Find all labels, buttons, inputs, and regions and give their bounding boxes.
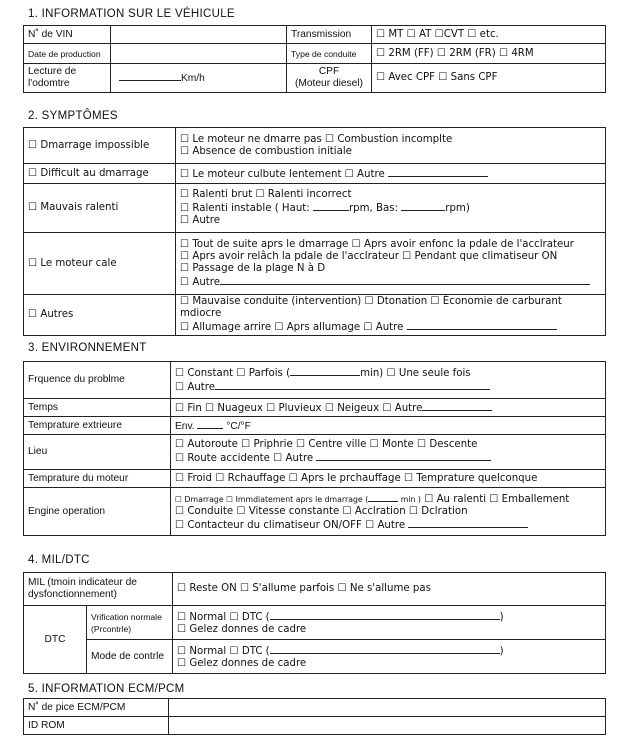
poor-idle-options[interactable]: ☐ Ralenti brut ☐ Ralenti incorrect ☐ Ralenti instable ( Haut: rpm, Bas: rpm) ☐ Autre [176, 184, 606, 233]
odometer-field[interactable] [111, 64, 287, 93]
ecm-part-number-field[interactable] [169, 699, 606, 717]
check-mode-label: Mode de contrle [87, 640, 173, 674]
normal-check-dtc-options[interactable]: ☐ Normal ☐ DTC ( ) ☐ Gelez donnes de cadre [173, 606, 606, 640]
section-2-title: 2. SYMPTÔMES [28, 110, 118, 122]
other-symptoms-label[interactable]: ☐ Autres [24, 295, 176, 336]
drive-type-label: Type de conduite [287, 44, 372, 64]
production-date-field[interactable] [111, 44, 287, 64]
engine-temp-label: Temprature du moteur [24, 470, 171, 488]
section-1-title: 1. INFORMATION SUR LE VÉHICULE [28, 8, 235, 20]
frequency-options[interactable]: ☐ Constant ☐ Parfois ( min) ☐ Une seule fois ☐ Autre [171, 362, 606, 399]
environment-table [23, 361, 606, 536]
section-5-title: 5. INFORMATION ECM/PCM [28, 683, 185, 695]
section-4-title: 4. MIL/DTC [28, 554, 90, 566]
ecm-part-number-label: N˚ de pice ECM/PCM [24, 699, 169, 717]
weather-options[interactable]: ☐ Fin ☐ Nuageux ☐ Pluvieux ☐ Neigeux ☐ Autre [171, 399, 606, 417]
rom-id-field[interactable] [169, 717, 606, 735]
vin-label: N˚ de VIN [24, 26, 111, 44]
outside-temp-label: Temprature extrieure [24, 417, 171, 435]
frequency-label: Frquence du problme [24, 362, 171, 399]
other-symptoms-options[interactable]: ☐ Mauvaise conduite (intervention) ☐ Dtonation ☐ Économie de carburant mdiocre ☐ Allumage arrire ☐ Aprs allumage ☐ Autre [176, 295, 606, 336]
location-options[interactable]: ☐ Autoroute ☐ Priphrie ☐ Centre ville ☐ Monte ☐ Descente ☐ Route accidente ☐ Autre [171, 435, 606, 470]
rom-id-label: ID ROM [24, 717, 169, 735]
hard-start-label[interactable]: ☐ Difficult au dmarrage [24, 164, 176, 184]
odometer-label: Lecture de l'odomtre [24, 64, 111, 93]
poor-idle-label[interactable]: ☐ Mauvais ralenti [24, 184, 176, 233]
mil-options[interactable]: ☐ Reste ON ☐ S'allume parfois ☐ Ne s'allume pas [173, 573, 606, 606]
hard-start-options[interactable]: ☐ Le moteur culbute lentement ☐ Autre [176, 164, 606, 184]
mil-dtc-table [23, 572, 606, 674]
no-start-label[interactable]: ☐ Dmarrage impossible [24, 128, 176, 164]
vehicle-info-table [23, 25, 606, 93]
section-3-title: 3. ENVIRONNEMENT [28, 342, 147, 354]
symptoms-table [23, 127, 606, 336]
outside-temp-field[interactable]: Env. °C/°F [171, 417, 606, 435]
engine-stall-options[interactable]: ☐ Tout de suite aprs le dmarrage ☐ Aprs avoir enfonc la pdale de l'acclrateur ☐ Aprs avoir relâch la pdale de l'acclrateur ☐ Pendant que climatiseur ON ☐ Passage de la plage N à D ☐ Autre [176, 233, 606, 295]
dtc-label: DTC [24, 606, 87, 674]
normal-check-label: Vrification normale (Prcontrle) [87, 606, 173, 640]
dpf-label: CPF (Moteur diesel) [287, 64, 372, 93]
transmission-options[interactable]: ☐ MT ☐ AT ☐CVT ☐ etc. [372, 26, 606, 44]
engine-temp-options[interactable]: ☐ Froid ☐ Rchauffage ☐ Aprs le prchauffage ☐ Temprature quelconque [171, 470, 606, 488]
dpf-options[interactable]: ☐ Avec CPF ☐ Sans CPF [372, 64, 606, 93]
weather-label: Temps [24, 399, 171, 417]
location-label: Lieu [24, 435, 171, 470]
transmission-label: Transmission [287, 26, 372, 44]
mil-label: MIL (tmoin indicateur de dysfonctionnement) [24, 573, 173, 606]
odometer-unit: Km/h [181, 73, 205, 84]
engine-stall-label[interactable]: ☐ Le moteur cale [24, 233, 176, 295]
production-date-label: Date de production [24, 44, 111, 64]
ecm-pcm-table [23, 698, 606, 735]
engine-operation-options[interactable]: ☐ Dmarrage ☐ Immdiatement aprs le dmarrage ( min ) ☐ Au ralenti ☐ Emballement ☐ Conduite ☐ Vitesse constante ☐ Acclration ☐ Dclration ☐ Contacteur du climatiseur ON/OFF ☐ Autre [171, 488, 606, 536]
drive-type-options[interactable]: ☐ 2RM (FF) ☐ 2RM (FR) ☐ 4RM [372, 44, 606, 64]
no-start-options[interactable]: ☐ Le moteur ne dmarre pas ☐ Combustion incomplte ☐ Absence de combustion initiale [176, 128, 606, 164]
check-mode-dtc-options[interactable]: ☐ Normal ☐ DTC ( ) ☐ Gelez donnes de cadre [173, 640, 606, 674]
vin-field[interactable] [111, 26, 287, 44]
engine-operation-label: Engine operation [24, 488, 171, 536]
